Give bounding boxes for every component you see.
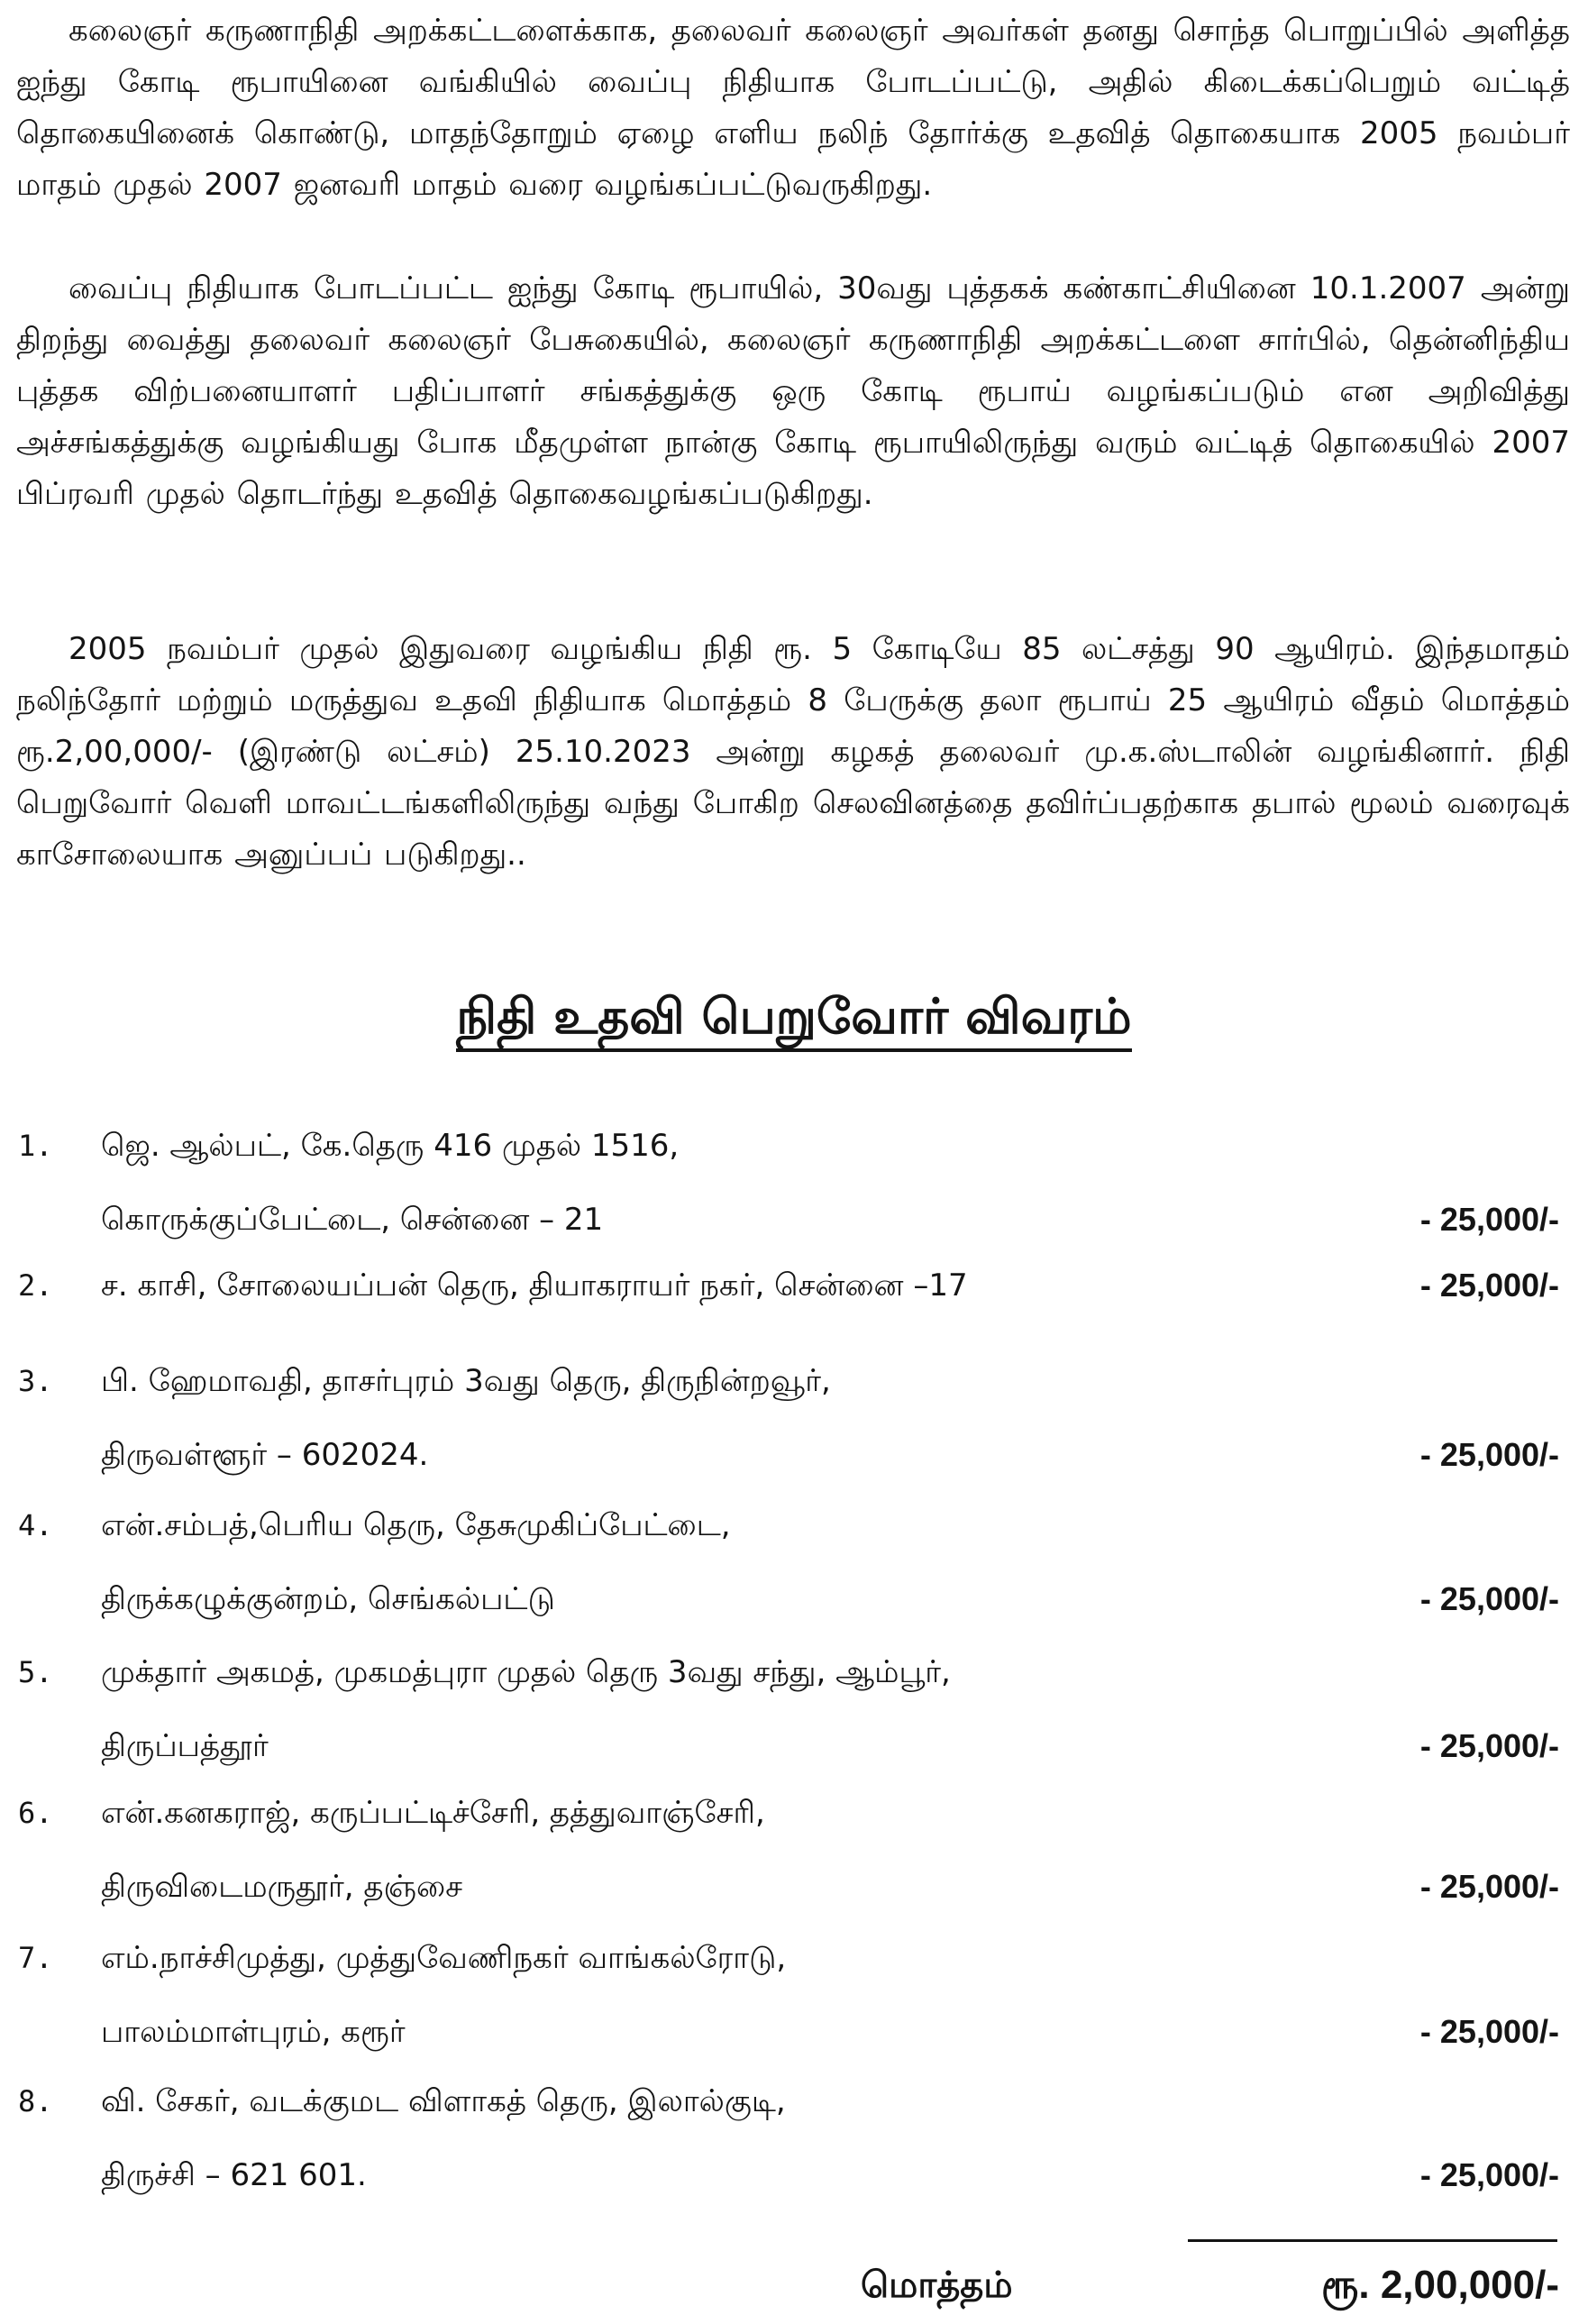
recipient-address-line: திருவள்ளூர் – 602024.: [101, 1437, 429, 1473]
paragraph-3: 2005 நவம்பர் முதல் இதுவரை வழங்கிய நிதி ரூ. 5 கோடியே 85 லட்சத்து 90 ஆயிரம். இந்தமாதம் நலிந்தோர் மற்றும் மருத்துவ உதவி நிதியாக மொத்தம் 8 பேருக்கு தலா ரூபாய் 25 ஆயிரம் வீதம் மொத்தம் ரூ.2,00,000/- (இரண்டு லட்சம்) 25.10.2023 அன்று கழகத் தலைவர் மு.க.ஸ்டாலின் வழங்கினார். நிதி பெறுவோர் வெளி மாவட்டங்களிலிருந்து வந்து போகிற செலவினத்தை தவிர்ப்பதற்காக தபால் மூலம் வரைவுக் காசோலையாக அனுப்பப் படுகிறது..: [16, 631, 1570, 873]
recipient-amount: - 25,000/-: [1419, 2013, 1559, 2050]
recipient-name-line: என்.சம்பத்,பெரிய தெரு, தேசுமுகிப்பேட்டை,: [101, 1507, 731, 1543]
recipient-amount: - 25,000/-: [1419, 1267, 1559, 1304]
recipient-name-line: முக்தார் அகமத், முகமத்புரா முதல் தெரு 3வது சந்து, ஆம்பூர்,: [101, 1654, 951, 1690]
recipient-number: 4.: [18, 1508, 53, 1542]
recipient-number: 3.: [18, 1364, 53, 1398]
recipient-amount: - 25,000/-: [1419, 1436, 1559, 1473]
recipient-address-line: பாலம்மாள்புரம், கரூர்: [101, 2014, 406, 2050]
recipient-number: 1.: [18, 1129, 53, 1163]
recipient-amount: - 25,000/-: [1419, 1201, 1559, 1238]
recipient-name-line: எம்.நாச்சிமுத்து, முத்துவேணிநகர் வாங்கல்ரோடு,: [101, 1940, 787, 1976]
recipient-amount: - 25,000/-: [1419, 2156, 1559, 2193]
recipient-name-line: பி. ஹேமாவதி, தாசர்புரம் 3வது தெரு, திருநின்றவூர்,: [101, 1363, 831, 1399]
recipients-title-text: நிதி உதவி பெறுவோர் விவரம்: [456, 988, 1131, 1052]
recipient-address-line: திருவிடைமருதூர், தஞ்சை: [101, 1869, 463, 1905]
recipient-amount: - 25,000/-: [1419, 1868, 1559, 1905]
paragraph-2: வைப்பு நிதியாக போடப்பட்ட ஐந்து கோடி ரூபாயில், 30வது புத்தகக் கண்காட்சியினை 10.1.2007 அன்று திறந்து வைத்து தலைவர் கலைஞர் பேசுகையில், கலைஞர் கருணாநிதி அறக்கட்டளை சார்பில், தென்னிந்திய புத்தக விற்பனையாளர் பதிப்பாளர் சங்கத்துக்கு ஒரு கோடி ரூபாய் வழங்கப்படும் என அறிவித்து அச்சங்கத்துக்கு வழங்கியது போக மீதமுள்ள நான்கு கோடி ரூபாயிலிருந்து வரும் வட்டித் தொகையில் 2007 பிப்ரவரி முதல் தொடர்ந்து உதவித் தொகைவழங்கப்படுகிறது.: [16, 270, 1570, 512]
recipient-amount: - 25,000/-: [1419, 1580, 1559, 1617]
recipient-name-line: ச. காசி, சோலையப்பன் தெரு, தியாகராயர் நகர், சென்னை –17: [101, 1267, 968, 1304]
recipient-address-line: திருப்பத்தூர்: [101, 1728, 269, 1764]
total-amount: ரூ. 2,00,000/-: [1321, 2263, 1559, 2307]
recipient-number: 2.: [18, 1268, 53, 1303]
total-label: மொத்தம்: [861, 2265, 1013, 2306]
recipient-number: 7.: [18, 1941, 53, 1975]
recipient-address-line: கொருக்குப்பேட்டை, சென்னை – 21: [101, 1202, 604, 1238]
recipient-name-line: ஜெ. ஆல்பட், கே.தெரு 416 முதல் 1516,: [101, 1128, 680, 1164]
recipient-address-line: திருச்சி – 621 601.: [101, 2157, 367, 2193]
recipients-title: [0, 981, 1588, 1053]
total-divider: [1188, 2239, 1557, 2242]
recipient-number: 5.: [18, 1655, 53, 1689]
recipient-name-line: வி. சேகர், வடக்குமட விளாகத் தெரு, இலால்குடி,: [101, 2083, 786, 2119]
recipient-amount: - 25,000/-: [1419, 1727, 1559, 1764]
recipient-address-line: திருக்கழுக்குன்றம், செங்கல்பட்டு: [101, 1581, 555, 1617]
recipient-number: 8.: [18, 2084, 53, 2118]
recipient-name-line: என்.கனகராஜ், கருப்பட்டிச்சேரி, தத்துவாஞ்சேரி,: [101, 1795, 765, 1831]
recipient-number: 6.: [18, 1796, 53, 1830]
paragraph-1: கலைஞர் கருணாநிதி அறக்கட்டளைக்காக, தலைவர் கலைஞர் அவர்கள் தனது சொந்த பொறுப்பில் அளித்த ஐந்து கோடி ரூபாயினை வங்கியில் வைப்பு நிதியாக போடப்பட்டு, அதில் கிடைக்கப்பெறும் வட்டித் தொகையினைக் கொண்டு, மாதந்தோறும் ஏழை எளிய நலிந் தோர்க்கு உதவித் தொகையாக 2005 நவம்பர் மாதம் முதல் 2007 ஜனவரி மாதம் வரை வழங்கப்பட்டுவருகிறது.: [16, 13, 1570, 203]
